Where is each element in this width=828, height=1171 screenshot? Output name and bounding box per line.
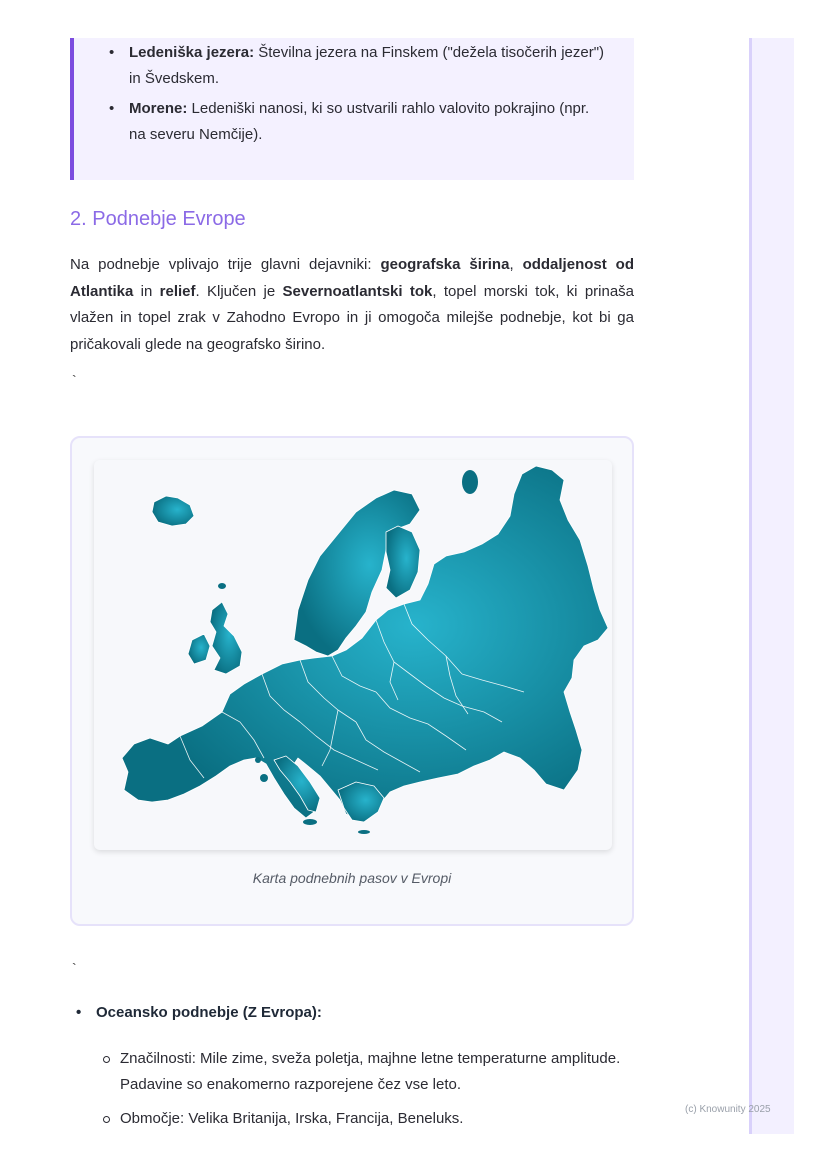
glacial-features-callout xyxy=(70,38,634,180)
finland-shape xyxy=(386,526,420,598)
copyright-text: (c) Knowunity 2025 xyxy=(685,1104,771,1115)
climate-paragraph xyxy=(70,252,634,358)
list-item xyxy=(129,40,609,92)
oceanic-climate-heading: • Oceansko podnebje (Z Evropa): xyxy=(96,1004,322,1021)
term-lakes-text: Številna jezera na Finskem ("dežela tisočerih jezer") in Švedskem. xyxy=(129,44,605,87)
para-bold: relief xyxy=(159,282,196,300)
para-text: , topel morski tok, ki prinaša vlažen in topel zrak v Zahodno Evropo in ji omogoča milejše podnebje, kot bi ga pričakovali glede na geografsko širino. xyxy=(70,282,635,353)
ireland-shape xyxy=(188,634,210,664)
sardinia-dot xyxy=(260,774,268,782)
para-bold: Severnoatlantski tok xyxy=(282,282,433,300)
page-side-rail xyxy=(749,38,794,1134)
para-text: , xyxy=(509,256,523,273)
list-item: Območje: Velika Britanija, Irska, Francija, Beneluks. xyxy=(120,1106,640,1132)
crete-dot xyxy=(358,830,370,834)
map-caption: Karta podnebnih pasov v Evropi xyxy=(252,870,452,886)
para-bold: geografska širina xyxy=(380,256,510,273)
map-figure-card xyxy=(70,436,634,926)
list-item xyxy=(129,96,609,148)
section-heading: 2. Podnebje Evrope xyxy=(70,208,246,230)
term-moraines-text: Ledeniški nanosi, ki so ustvarili rahlo valovito pokrajino (npr. na severu Nemčije). xyxy=(129,100,590,143)
corsica-dot xyxy=(255,757,261,763)
faroe-dot xyxy=(218,583,226,589)
stray-backtick: ` xyxy=(72,372,77,388)
para-text: in xyxy=(133,282,160,300)
para-bold: oddaljenost od Atlantika xyxy=(70,256,634,300)
stray-backtick: ` xyxy=(72,960,77,976)
para-text: Na podnebje vplivajo trije glavni dejavniki: xyxy=(70,256,381,273)
novaya-zemlya-shape xyxy=(462,470,478,494)
term-lakes: Ledeniška jezera: xyxy=(129,44,255,61)
para-text: . Ključen je xyxy=(195,282,283,300)
sicily-dot xyxy=(303,819,317,825)
map-frame xyxy=(94,460,612,850)
iceland-shape xyxy=(152,496,194,526)
list-item: Značilnosti: Mile zime, sveža poletja, majhne letne temperaturne amplitude. Padavine so enakomerno razporejene čez vse leto. xyxy=(120,1046,640,1098)
europe-map xyxy=(94,460,612,850)
term-moraines: Morene: xyxy=(129,100,188,117)
great-britain-shape xyxy=(210,602,242,674)
